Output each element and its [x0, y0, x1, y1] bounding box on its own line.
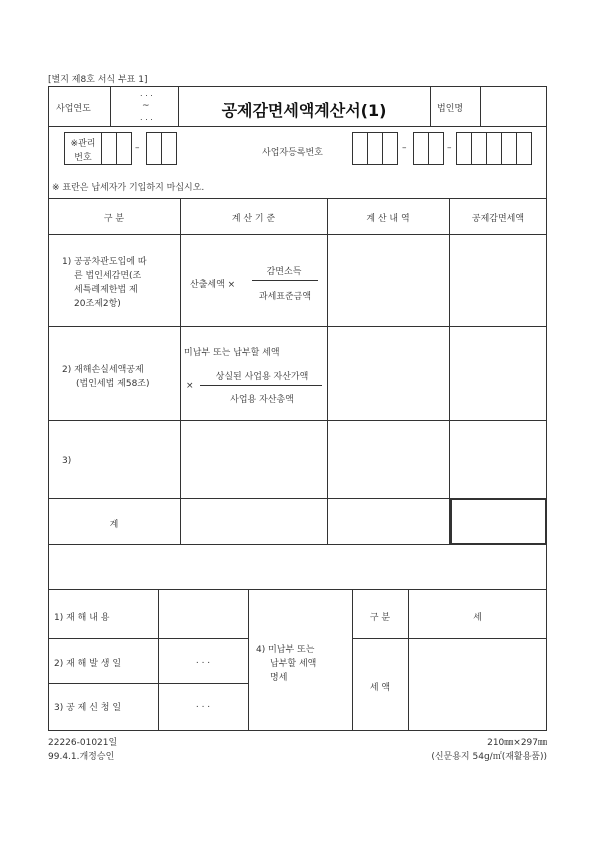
mgmt-label-line2: 번호 — [74, 153, 92, 163]
row1-label-line4: 20조제2항) — [74, 299, 121, 309]
paper-type: (신문용지 54g/㎡(재활용품)) — [431, 752, 547, 762]
application-date-field[interactable]: . . . — [195, 700, 211, 710]
dash: – — [447, 143, 452, 153]
unpaid-tax-label-line3: 명세 — [270, 673, 288, 683]
total-label: 계 — [109, 520, 119, 530]
form-number: 22226-01021일 — [48, 738, 118, 748]
form-title: 공제감면세액계산서(1) — [221, 101, 387, 120]
biz-reg-cell[interactable] — [471, 132, 487, 165]
mgmt-label-line1: ※관리 — [70, 139, 96, 149]
row2-amount-cell[interactable] — [450, 327, 546, 419]
row1-label-line3: 세특례제한법 제 — [74, 285, 138, 295]
divider — [248, 589, 249, 731]
header-calc-detail: 계 산 내 역 — [366, 214, 410, 224]
row1-amount-cell[interactable] — [450, 235, 546, 325]
unpaid-tax-label-line2: 납부할 세액 — [270, 659, 317, 669]
biz-reg-cell[interactable] — [501, 132, 517, 165]
col-tax-header: 세 — [473, 613, 482, 623]
row1-calc-lhs: 산출세액 × — [190, 280, 236, 290]
divider — [48, 683, 248, 684]
biz-reg-label: 사업자등록번호 — [262, 148, 323, 158]
disaster-content-field[interactable] — [159, 590, 247, 637]
approval-date: 99.4.1.개정승인 — [48, 752, 115, 762]
mgmt-no-cell[interactable] — [146, 132, 162, 165]
divider — [48, 638, 248, 639]
divider — [48, 198, 547, 199]
header-reduction-amount: 공제감면세액 — [471, 214, 525, 224]
row1-calc-numerator: 감면소득 — [266, 267, 302, 277]
start-date-dots: . . . — [140, 89, 153, 98]
row3-label: 3) — [62, 456, 72, 466]
biz-reg-cell[interactable] — [456, 132, 472, 165]
tilde-mark: ~ — [142, 101, 150, 111]
biz-reg-cell[interactable] — [486, 132, 502, 165]
fraction-bar — [200, 385, 322, 386]
row2-calc-times: × — [186, 381, 194, 391]
unpaid-tax-label-line1: 4) 미납부 또는 — [256, 645, 315, 655]
mgmt-no-cell[interactable] — [101, 132, 117, 165]
col-category-header: 구 분 — [369, 613, 391, 623]
biz-reg-cell[interactable] — [367, 132, 383, 165]
dash: – — [402, 143, 407, 153]
row2-detail-cell[interactable] — [328, 327, 448, 419]
corp-name-label[interactable]: 법인명 — [437, 104, 464, 114]
row2-label-line2: (법인세법 제58조) — [76, 379, 150, 389]
mgmt-no-cell[interactable] — [161, 132, 177, 165]
tax-amount-field[interactable] — [409, 639, 546, 730]
divider — [48, 126, 547, 127]
header-calc-basis: 계 산 기 준 — [231, 214, 276, 224]
row3-basis-cell[interactable] — [181, 421, 326, 497]
row2-calc-top: 미납부 또는 납부할 세액 — [184, 348, 280, 358]
header-category: 구 분 — [103, 214, 125, 224]
row2-label-line1: 2) 재해손실세액공제 — [62, 365, 144, 375]
divider — [110, 86, 111, 126]
divider — [48, 589, 547, 590]
notice-text: ※ 표란은 납세자가 기입하지 마십시오. — [52, 183, 205, 193]
divider — [430, 86, 431, 126]
row3-amount-cell[interactable] — [450, 421, 546, 497]
biz-reg-cell[interactable] — [382, 132, 398, 165]
total-amount-cell[interactable] — [450, 499, 546, 545]
biz-reg-cell[interactable] — [352, 132, 368, 165]
row3-detail-cell[interactable] — [328, 421, 448, 497]
row1-detail-cell[interactable] — [328, 235, 448, 325]
application-date-label: 3) 공 제 신 청 일 — [54, 703, 122, 713]
disaster-content-label: 1) 재 해 내 용 — [54, 613, 110, 623]
disaster-date-field[interactable]: . . . — [195, 656, 211, 666]
paper-size: 210㎜×297㎜ — [487, 738, 547, 748]
row1-label-line1: 1) 공공차관도입에 따 — [62, 257, 147, 267]
fraction-bar — [252, 280, 318, 281]
divider — [480, 86, 481, 126]
dash: – — [135, 143, 140, 153]
mgmt-no-cell[interactable] — [116, 132, 132, 165]
end-date-dots: . . . — [140, 113, 153, 122]
fiscal-year-label: 사업연도 — [56, 104, 91, 114]
row2-calc-denominator: 사업용 자산총액 — [230, 395, 294, 405]
biz-reg-cell[interactable] — [413, 132, 429, 165]
disaster-date-label: 2) 재 해 발 생 일 — [54, 659, 122, 669]
row1-label-line2: 른 법인세감면(조 — [74, 271, 142, 281]
biz-reg-cell[interactable] — [516, 132, 532, 165]
biz-reg-cell[interactable] — [428, 132, 444, 165]
tax-amount-label: 세 액 — [369, 683, 391, 693]
row2-calc-numerator: 상실된 사업용 자산가액 — [215, 372, 309, 382]
row1-calc-denominator: 과세표준금액 — [258, 292, 312, 302]
attachment-label: [별지 제8호 서식 부표 1] — [48, 75, 148, 85]
